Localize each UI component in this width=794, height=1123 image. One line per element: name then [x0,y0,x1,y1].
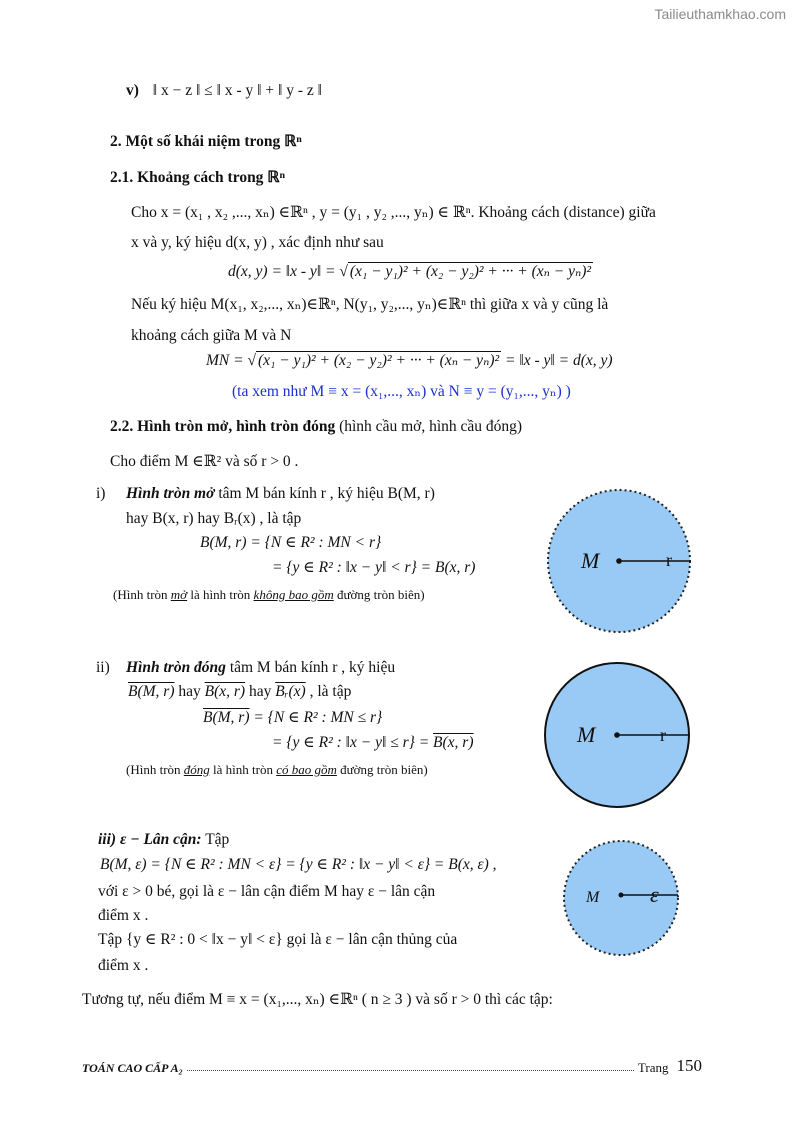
footer-title: TOÁN CAO CẤP A₂ [82,1061,183,1075]
neighborhood-disk [564,841,678,955]
item-ii-line2-d: hay [245,683,276,700]
neighborhood-center-dot [619,893,624,898]
item-i-eq1: B(M, r) = {N ∈ R² : MN < r} [200,534,382,551]
section-2-title: 2. Một số khái niệm trong ℝⁿ [110,133,302,150]
item-ii-line2-e: Bᵣ(x) [275,683,306,700]
mn-formula-right: = ‖x - y‖ = d(x, y) [501,352,613,369]
item-iii-l4: Tập {y ∈ R² : 0 < ‖x − y‖ < ε} gọi là ε − lân cận thủng của [98,931,458,948]
footer-dots [187,1070,634,1071]
item-v-label: v) [126,82,139,99]
item-i-line2: hay B(x, r) hay Bᵣ(x) , là tập [126,510,302,527]
open-disk-center-dot [616,558,622,564]
item-ii-eq1 [203,708,382,727]
item-ii-term: Hình tròn đóng [126,659,226,676]
item-v-formula: ‖ x − z ‖ ≤ ‖ x - y ‖ + ‖ y - z ‖ [152,82,322,99]
watermark: Tailieuthamkhao.com [654,6,786,22]
item-ii-line1 [126,659,395,677]
item-ii-eq1-left: B(M, r) [203,709,250,726]
mn-formula [206,351,613,370]
section-22-intro: Cho điểm M ∈ℝ² và số r > 0 . [110,453,299,470]
item-ii-note-pre: (Hình tròn [126,762,184,777]
item-iii-label: iii) ε − Lân cận: [98,831,202,848]
section-21-p2: x và y, ký hiệu d(x, y) , xác định như sau [131,234,384,251]
footer [82,1054,702,1076]
section-21-title: 2.1. Khoảng cách trong ℝⁿ [110,169,285,186]
mn-formula-left: MN = √ [206,352,256,369]
item-iii-l2: với ε > 0 bé, gọi là ε − lân cận điểm M hay ε − lân cận [98,883,436,900]
item-iii-l5: điểm x . [98,957,149,974]
item-ii-line2-b: hay [174,683,205,700]
item-i-line1 [126,485,435,503]
item-ii-note-mid: là hình tròn [209,762,277,777]
footer-page-number: 150 [676,1056,702,1075]
item-i-note-u2: không bao gồm [253,587,334,602]
item-ii-eq2-right: B(x, r) [433,734,474,751]
mn-formula-radicand: (x₁ − y₁)² + (x₂ − y₂)² + ··· + (xₙ − yₙ)² [257,352,500,369]
item-i-note-post: đường tròn biên) [333,587,425,602]
section-22-title-rest: (hình cầu mở, hình cầu đóng) [335,418,523,435]
item-ii-note-u1: đóng [183,762,210,777]
section-22-title-bold: 2.2. Hình tròn mở, hình tròn đóng [110,418,336,435]
neighborhood-center-label: M [586,889,600,906]
item-ii-note [126,762,428,778]
item-iii-line1 [98,831,229,849]
item-iii-eq: B(M, ε) = {N ∈ R² : MN < ε} = {y ∈ R² : ‖x − y‖ < ε} = B(x, ε) , [100,856,497,873]
distance-formula [228,262,593,281]
distance-formula-radicand: (x₁ − y₁)² + (x₂ − y₂)² + ··· + (xₙ − yₙ)² [349,263,592,280]
neighborhood-figure [560,837,684,961]
item-ii-line2-f: , là tập [305,683,352,700]
item-i-line1-rest: tâm M bán kính r , ký hiệu B(M, r) [214,485,435,502]
closed-disk-center-dot [614,732,620,738]
item-ii-eq1-right: = {N ∈ R² : MN ≤ r} [249,709,383,726]
closed-disk-center-label: M [577,722,596,747]
section-21-p3: Nếu ký hiệu M(x₁, x₂,..., xₙ)∈ℝⁿ, N(y₁, y₂,..., yₙ)∈ℝⁿ thì giữa x và y cũng là [131,296,609,313]
closed-disk-figure [543,661,693,811]
section-22-title [110,418,522,436]
item-ii-line1-rest: tâm M bán kính r , ký hiệu [225,659,396,676]
neighborhood-radius-label: ε [650,882,659,907]
item-iii-l3: điểm x . [98,907,149,924]
item-i-note-mid: là hình tròn [187,587,254,602]
item-i-label: i) [96,485,106,502]
open-disk-figure [545,485,695,637]
item-ii-note-u2: có bao gồm [276,762,337,777]
item-ii-eq2-left: = {y ∈ R² : ‖x − y‖ ≤ r} = [272,734,434,751]
closed-disk-radius-label: r [660,725,666,745]
item-i-eq2: = {y ∈ R² : ‖x − y‖ < r} = B(x, r) [272,559,476,576]
blue-note: (ta xem như M ≡ x = (x₁,..., xₙ) và N ≡ y = (y₁,..., yₙ) ) [232,383,571,400]
item-ii-note-post: đường tròn biên) [336,762,428,777]
open-disk-center-label: M [581,548,600,573]
open-disk-radius-label: r [666,550,672,570]
item-ii-line2-c: B(x, r) [204,683,246,700]
distance-formula-left: d(x, y) = ‖x - y‖ = √ [228,263,348,280]
item-ii-label: ii) [96,659,110,676]
section-21-p4: khoảng cách giữa M và N [131,327,292,344]
footer-page-label: Trang [637,1060,669,1075]
item-i-note [113,587,425,603]
item-iii-label-rest: Tập [201,831,230,848]
item-ii-line2 [128,683,351,701]
item-i-term: Hình tròn mở [126,485,215,502]
item-v [126,82,322,100]
item-i-note-u1: mở [170,587,188,602]
section-21-p1: Cho x = (x₁ , x₂ ,..., xₙ) ∈ℝⁿ , y = (y₁ , y₂ ,..., yₙ) ∈ ℝⁿ. Khoảng cách (distance) giữa [131,204,656,221]
item-i-note-pre: (Hình tròn [113,587,171,602]
item-ii-eq2 [272,733,474,752]
closing-line: Tương tự, nếu điểm M ≡ x = (x₁,..., xₙ) ∈ℝⁿ ( n ≥ 3 ) và số r > 0 thì các tập: [82,991,553,1008]
item-ii-line2-a: B(M, r) [128,683,175,700]
